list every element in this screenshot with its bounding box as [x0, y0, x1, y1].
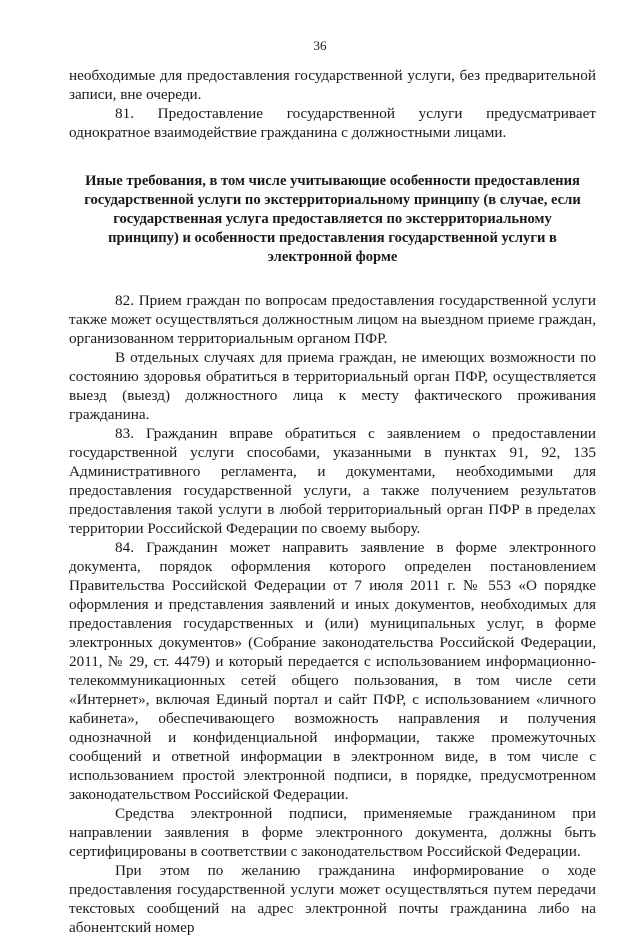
- page-number: 36: [313, 38, 327, 53]
- paragraph-81: 81. Предоставление государственной услуги предусматривает однократное взаимодействие гражданина с должностными лицами.: [69, 105, 596, 141]
- paragraph-84-signature: Средства электронной подписи, применяемые гражданином при направлении заявления в форме электронного документа, должны быть сертифицированы в соответствии с законодательством Российской Федерации.: [69, 805, 596, 860]
- paragraph-82: 82. Прием граждан по вопросам предоставления государственной услуги также может осуществляться должностным лицом на выездном приеме граждан, организованном территориальным органом ПФР.: [69, 292, 596, 347]
- paragraph-82-special-cases: В отдельных случаях для приема граждан, не имеющих возможности по состоянию здоровья обратиться в территориальный орган ПФР, осуществляется выезд (выезд) должностного лица к месту фактического проживания гражданина.: [69, 349, 596, 423]
- paragraph-84: 84. Гражданин может направить заявление в форме электронного документа, порядок оформления которого определен постановлением Правительства Российской Федерации от 7 июля 2011 г. № 553 «О порядке оформления и представления заявлений и иных документов, необходимых для предоставления государственных и (или) муниципальных услуг, в форме электронных документов» (Собрание законодательства Российской Федерации, 2011, № 29, ст. 4479) и который передается с использованием информационно-телекоммуникационных сетей общего пользования, в том числе сети «Интернет», включая Единый портал и сайт ПФР, с использованием «личного кабинета», обеспечивающего возможность направления и получения однозначной и конфиденциальной информации, также промежуточных сообщений и ответной информации в электронном виде, в том числе с использованием простой электронной подписи, в порядке, предусмотренном законодательством Российской Федерации.: [69, 539, 596, 803]
- paragraph-83: 83. Гражданин вправе обратиться с заявлением о предоставлении государственной услуги способами, указанными в пунктах 91, 92, 135 Административного регламента, и документами, необходимыми для предоставления государственной услуги, а также получением результатов предоставления такой услуги в любой территориальный орган ПФР в пределах территории Российской Федерации по своему выбору.: [69, 425, 596, 537]
- document-body: [69, 66, 596, 937]
- paragraph-continuation: необходимые для предоставления государственной услуги, без предварительной записи, вне очереди.: [69, 67, 596, 103]
- paragraph-84-notification: При этом по желанию гражданина информирование о ходе предоставления государственной услуги может осуществляться путем передачи текстовых сообщений на адрес электронной почты гражданина либо на абонентский номер: [69, 862, 596, 936]
- section-heading: Иные требования, в том числе учитывающие особенности предоставления государственной услуги по экстерриториальному принципу (в случае, если государственная услуга предоставляется по экстерриториальному принципу) и особенности предоставления государственной услуги в электронной форме: [84, 173, 581, 265]
